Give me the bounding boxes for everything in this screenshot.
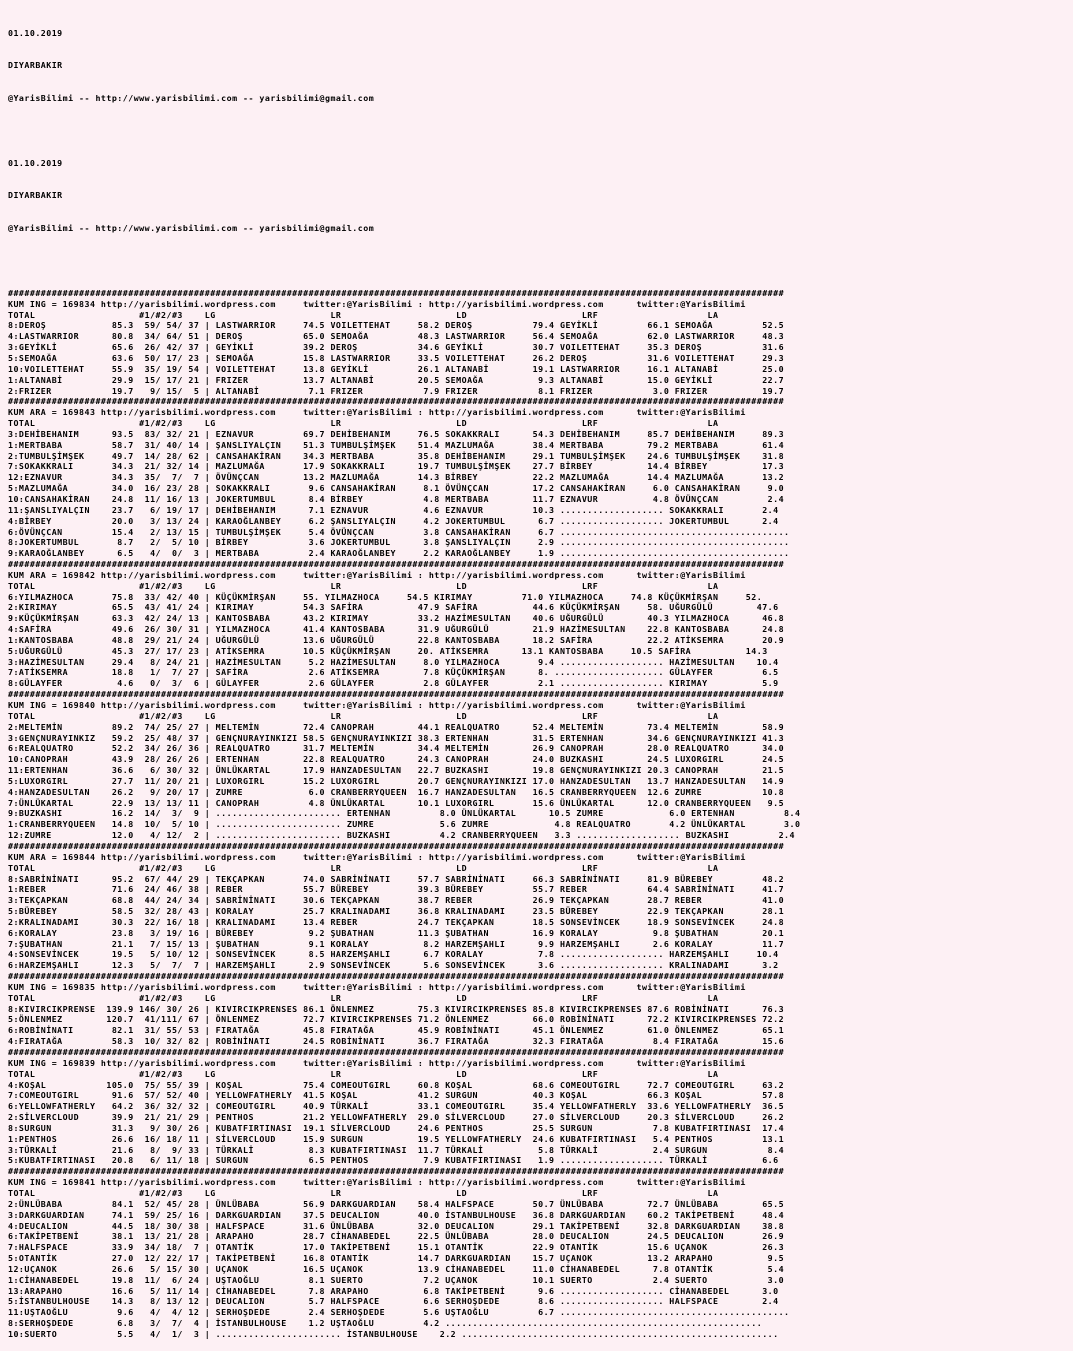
table-row: 6:HARZEMŞAHLI 12.3 5/ 7/ 7 | HARZEMŞAHLI 2.9 SONSEVİNCEK 5.6 SONSEVİNCEK 3.6 ................... KRALINADAMI 3.2: [8, 960, 779, 971]
table-row: 11:ERTENHAN 36.6 6/ 30/ 32 | ÜNLÜKARTAL 17.9 HANZADESULTAN 22.7 BUZKASHI 19.8 GENÇNURAYINKIZI 20.3 CANOPRAH 21.5: [8, 765, 785, 776]
table-row: 7:ATİKSEMRA 18.8 1/ 7/ 27 | SAFİRA 2.6 ATİKSEMRA 7.8 KÜÇÜKMİRŞAN 8. .................... GÜLAYFER 6.5: [8, 667, 779, 678]
separator-line: ##############################################################################################################################################: [8, 559, 785, 570]
separator-line: ##############################################################################################################################################: [8, 287, 785, 298]
table-row: 5:BÜREBEY 58.5 32/ 28/ 43 | KORALAY 25.7 KRALINADAMI 36.8 KRALINADAMI 23.5 BÜREBEY 22.9 TEKÇAPKAN 28.1: [8, 906, 785, 917]
table-row: 10:CANOPRAH 43.9 28/ 26/ 26 | ERTENHAN 22.8 REALQUATRO 24.3 CANOPRAH 24.0 BUZKASHI 24.5 LUXORGIRL 24.5: [8, 754, 785, 765]
table-row: 6:KORALAY 23.8 3/ 19/ 16 | BÜREBEY 9.2 ŞUBATHAN 11.3 ŞUBATHAN 16.9 KORALAY 9.8 ŞUBATHAN 20.1: [8, 927, 785, 938]
table-row: 11:ŞANSLIYALÇIN 23.7 6/ 19/ 17 | DEHİBEHANIM 7.1 EZNAVUR 4.6 EZNAVUR 10.3 ................... SOKAKKRALI 2.4: [8, 504, 779, 515]
table-row: 4:HANZADESULTAN 26.2 9/ 20/ 17 | ZUMRE 6.0 CRANBERRYQUEEN 16.7 HANZADESULTAN 16.5 CRANBERRYQUEEN 12.6 ZUMRE 10.8: [8, 786, 785, 797]
table-row: 8:SURGUN 31.3 9/ 30/ 26 | KUBATFIRTINASI 19.1 SİLVERCLOUD 24.6 PENTHOS 25.5 SURGUN 7.8 KUBATFIRTINASI 17.4: [8, 1122, 785, 1133]
race-block: [8, 971, 1073, 1047]
table-row: 9:BUZKASHI 16.2 14/ 3/ 9 | ....................... ERTENHAN 8.0 ÜNLÜKARTAL 10.5 ZUMRE 6.0 ERTENHAN 8.4: [8, 808, 801, 819]
report-date: 01.10.2019: [8, 27, 63, 38]
table-row: 6:TAKİPETBENİ 38.1 13/ 21/ 28 | ARAPAHO 28.7 CİHANABEDEL 22.5 ÜNLÜBABA 28.0 DEUCALION 24.5 DEUCALION 26.9: [8, 1231, 785, 1242]
table-row: 2:ÜNLÜBABA 84.1 52/ 45/ 28 | ÜNLÜBABA 56.9 DARKGUARDIAN 58.4 HALFSPACE 50.7 ÜNLÜBABA 72.7 ÜNLÜBABA 65.5: [8, 1198, 785, 1209]
table-row: 1:MERTBABA 58.7 31/ 40/ 14 | ŞANSLIYALÇIN 51.3 TUMBULŞİMŞEK 51.4 MAZLUMAĞA 38.4 MERTBABA 79.2 MERTBABA 61.4: [8, 439, 785, 450]
race-title: KUM ARA = 169843 http://yarisbilimi.wordpress.com twitter:@YarisBilimi : http://yarisbilimi.wordpress.com twitter:@YarisBilimi: [8, 407, 746, 418]
table-row: 9:KARAOĞLANBEY 6.5 4/ 0/ 3 | MERTBABA 2.4 KARAOĞLANBEY 2.2 KARAOĞLANBEY 1.9 ..........................................: [8, 548, 790, 559]
report-contact: @YarisBilimi -- http://www.yarisbilimi.com -- yarisbilimi@gmail.com: [8, 92, 375, 103]
table-row: 1:ALTANABİ 29.9 15/ 17/ 21 | FRIZER 13.7 ALTANABİ 20.5 SEMOAĞA 9.3 ALTANABİ 15.0 GEYİKLİ 22.7: [8, 374, 785, 385]
column-header: TOTAL #1/#2/#3 LG LR LD LRF LA: [8, 992, 719, 1003]
race-block: [8, 689, 1073, 841]
race-block: [8, 1047, 1073, 1166]
table-row: 4:BİRBEY 20.0 3/ 13/ 24 | KARAOĞLANBEY 6.2 ŞANSLIYALÇIN 4.2 JOKERTUMBUL 6.7 ................... JOKERTUMBUL 2.4: [8, 515, 779, 526]
race-title: KUM ARA = 169842 http://yarisbilimi.wordpress.com twitter:@YarisBilimi : http://yarisbilimi.wordpress.com twitter:@YarisBilimi: [8, 569, 746, 580]
table-row: 4:SONSEVİNCEK 19.5 5/ 10/ 12 | SONSEVİNCEK 8.5 HARZEMŞAHLI 6.7 KORALAY 7.8 ................... HARZEMŞAHLI 10.4: [8, 949, 779, 960]
table-row: 5:SEMOAĞA 63.6 50/ 17/ 23 | SEMOAĞA 15.8 LASTWARRIOR 33.5 VOILETTEHAT 26.2 DEROŞ 31.6 VOILETTEHAT 29.3: [8, 353, 785, 363]
race-title: KUM ING = 169839 http://yarisbilimi.wordpress.com twitter:@YarisBilimi : http://yarisbilimi.wordpress.com twitter:@YarisBilimi: [8, 1057, 746, 1068]
race-title: KUM ARA = 169844 http://yarisbilimi.wordpress.com twitter:@YarisBilimi : http://yarisbilimi.wordpress.com twitter:@YarisBilimi: [8, 851, 746, 862]
table-row: 6:YILMAZHOCA 75.8 33/ 42/ 40 | KÜÇÜKMİRŞAN 55. YILMAZHOCA 54.5 KIRIMAY 71.0 YILMAZHOCA 74.8 KÜÇÜKMİRŞAN 52.: [8, 591, 763, 602]
table-row: 4:SAFİRA 49.6 26/ 30/ 31 | YILMAZHOCA 41.4 KANTOSBABA 31.9 UĞURGÜLÜ 21.9 HAZİMESULTAN 22.8 KANTOSBABA 24.8: [8, 624, 785, 635]
race-title: KUM ING = 169835 http://yarisbilimi.wordpress.com twitter:@YarisBilimi : http://yarisbilimi.wordpress.com twitter:@YarisBilimi: [8, 981, 746, 992]
table-row: 5:LUXORGIRL 27.7 11/ 20/ 21 | LUXORGIRL 15.2 LUXORGIRL 20.7 GENÇNURAYINKIZI 17.0 HANZADESULTAN 13.7 HANZADESULTAN 14.9: [8, 775, 785, 786]
separator-line: ##############################################################################################################################################: [8, 971, 785, 982]
table-row: 6:REALQUATRO 52.2 34/ 26/ 36 | REALQUATRO 31.7 MELTEMİN 34.4 MELTEMİN 26.9 CANOPRAH 28.0 REALQUATRO 34.0: [8, 743, 785, 754]
table-row: 3:DEHİBEHANIM 93.5 83/ 32/ 21 | EZNAVUR 69.7 DEHİBEHANIM 76.5 SOKAKKRALI 54.3 DEHİBEHANIM 85.7 DEHİBEHANIM 89.3: [8, 428, 785, 439]
table-row: 3:DARKGUARDIAN 74.1 59/ 25/ 16 | DARKGUARDIAN 37.5 DEUCALION 40.0 İSTANBULHOUSE 36.8 DARKGUARDIAN 60.2 TAKİPETBENİ 48.4: [8, 1209, 785, 1220]
separator-line: ##############################################################################################################################################: [8, 396, 785, 407]
table-row: 6:ÖVÜNÇCAN 15.4 2/ 13/ 15 | TUMBULŞİMŞEK 5.4 ÖVÜNÇCAN 3.8 CANSAHAKİRAN 6.7 ..........................................: [8, 526, 790, 537]
column-header: TOTAL #1/#2/#3 LG LR LD LRF LA: [8, 418, 719, 429]
table-row: 10:SUERTO 5.5 4/ 1/ 3 | ....................... İSTANBULHOUSE 2.2 ..........................................................: [8, 1328, 779, 1339]
table-row: 3:HAZİMESULTAN 29.4 8/ 24/ 21 | HAZİMESULTAN 5.2 HAZİMESULTAN 8.0 YILMAZHOCA 9.4 ................... HAZİMESULTAN 10.4: [8, 656, 779, 667]
race-block: [8, 841, 1073, 971]
table-row: 8:SERHOŞDEDE 6.8 3/ 7/ 4 | İSTANBULHOUSE 1.2 UŞTAOĞLU 4.2 ..........................................................: [8, 1318, 763, 1329]
table-row: 7:COMEOUTGIRL 91.6 57/ 52/ 40 | YELLOWFATHERLY 41.5 KOŞAL 41.2 SURGUN 40.3 KOŞAL 66.3 KOŞAL 57.8: [8, 1090, 785, 1101]
table-row: 2:TUMBULŞİMŞEK 49.7 14/ 28/ 62 | CANSAHAKİRAN 34.3 MERTBABA 35.8 DEHİBEHANIM 29.1 TUMBULŞİMŞEK 24.6 TUMBULŞİMŞEK 31.8: [8, 450, 785, 461]
race-block: [8, 396, 1073, 559]
table-row: 12:EZNAVUR 34.3 35/ 7/ 7 | ÖVÜNÇCAN 13.2 MAZLUMAĞA 14.3 BİRBEY 22.2 MAZLUMAĞA 14.4 MAZLUMAĞA 13.2: [8, 472, 785, 483]
table-row: 7:ŞUBATHAN 21.1 7/ 15/ 13 | ŞUBATHAN 9.1 KORALAY 8.2 HARZEMŞAHLI 9.9 HARZEMŞAHLI 2.6 KORALAY 11.7: [8, 938, 785, 949]
table-row: 5:İSTANBULHOUSE 14.3 8/ 13/ 12 | DEUCALION 5.7 HALFSPACE 6.6 SERHOŞDEDE 8.6 ................... HALFSPACE 2.4: [8, 1296, 779, 1307]
table-row: 2:MELTEMİN 89.2 74/ 25/ 27 | MELTEMİN 72.4 CANOPRAH 44.1 REALQUATRO 52.4 MELTEMİN 73.4 MELTEMİN 58.9: [8, 721, 785, 732]
table-row: 1:KANTOSBABA 48.8 29/ 21/ 24 | UĞURGÜLÜ 13.6 UĞURGÜLÜ 22.8 KANTOSBABA 18.2 SAFİRA 22.2 ATİKSEMRA 20.9: [8, 634, 785, 645]
table-row: 2:KRALINADAMI 30.3 22/ 16/ 18 | KRALINADAMI 13.4 REBER 24.7 TEKÇAPKAN 18.5 SONSEVİNCEK 18.9 SONSEVİNCEK 24.8: [8, 916, 785, 927]
column-header: TOTAL #1/#2/#3 LG LR LD LRF LA: [8, 309, 719, 320]
report-date-repeat: 01.10.2019: [8, 157, 63, 168]
table-row: 3:TÜRKALİ 21.6 8/ 9/ 33 | TÜRKALİ 8.3 KUBATFIRTINASI 11.7 TÜRKALİ 5.8 TÜRKALİ 2.4 SURGUN 8.4: [8, 1144, 785, 1155]
race-list: [8, 288, 1073, 1340]
table-row: 13:ARAPAHO 16.6 5/ 11/ 14 | CİHANABEDEL 7.8 ARAPAHO 6.8 TAKİPETBENİ 9.6 ................... CİHANABEDEL 3.0: [8, 1285, 779, 1296]
table-row: 8:GÜLAYFER 4.6 0/ 3/ 6 | GÜLAYFER 2.6 GÜLAYFER 2.8 GÜLAYFER 2.1 ................... KIRIMAY 5.9: [8, 678, 779, 689]
column-header: TOTAL #1/#2/#3 LG LR LD LRF LA: [8, 862, 719, 873]
table-row: 1:CRANBERRYQUEEN 14.8 10/ 5/ 10 | ....................... ZUMRE 5.6 ZUMRE 4.8 REALQUATRO 4.2 ÜNLÜKARTAL 3.0: [8, 819, 801, 830]
column-header: TOTAL #1/#2/#3 LG LR LD LRF LA: [8, 1068, 719, 1079]
table-row: 8:DEROŞ 85.3 59/ 54/ 37 | LASTWARRIOR 74.5 VOILETTEHAT 58.2 DEROŞ 79.4 GEYİKLİ 66.1 SEMOAĞA 52.5: [8, 320, 785, 331]
separator-line: ##############################################################################################################################################: [8, 1166, 785, 1177]
table-row: 9:KÜÇÜKMİRŞAN 63.3 42/ 24/ 13 | KANTOSBABA 43.2 KIRIMAY 33.2 HAZİMESULTAN 40.6 UĞURGÜLÜ 40.3 YILMAZHOCA 46.8: [8, 613, 785, 624]
table-row: 7:HALFSPACE 33.9 34/ 18/ 7 | OTANTİK 17.0 TAKİPETBENİ 15.1 OTANTİK 22.9 OTANTİK 15.6 UÇANOK 26.3: [8, 1242, 785, 1253]
table-row: 12:ZUMRE 12.0 4/ 12/ 2 | ....................... BUZKASHI 4.2 CRANBERRYQUEEN 3.3 ................... BUZKASHI 2.4: [8, 830, 795, 841]
table-row: 5:UĞURGÜLÜ 45.3 27/ 17/ 23 | ATİKSEMRA 10.5 KÜÇÜKMİRŞAN 20. ATİKSEMRA 13.1 KANTOSBABA 10.5 SAFİRA 14.3: [8, 645, 768, 656]
column-header: TOTAL #1/#2/#3 LG LR LD LRF LA: [8, 580, 719, 591]
table-row: 8:JOKERTUMBUL 8.7 2/ 5/ 10 | BİRBEY 3.6 JOKERTUMBUL 3.8 ŞANSLIYALÇIN 2.9 ..........................................: [8, 537, 790, 548]
race-block: [8, 559, 1073, 689]
column-header: TOTAL #1/#2/#3 LG LR LD LRF LA: [8, 710, 719, 721]
table-row: 4:DEUCALION 44.5 18/ 30/ 38 | HALFSPACE 31.6 ÜNLÜBABA 32.0 DEUCALION 29.1 TAKİPETBENİ 32.8 DARKGUARDIAN 38.8: [8, 1220, 785, 1231]
table-row: 7:ÜNLÜKARTAL 22.9 13/ 13/ 11 | CANOPRAH 4.8 ÜNLÜKARTAL 10.1 LUXORGIRL 15.6 ÜNLÜKARTAL 12.0 CRANBERRYQUEEN 9.5: [8, 797, 785, 808]
table-row: 1:CİHANABEDEL 19.8 11/ 6/ 24 | UŞTAOĞLU 8.1 SUERTO 7.2 UÇANOK 10.1 SUERTO 2.4 SUERTO 3.0: [8, 1274, 785, 1285]
table-row: 3:TEKÇAPKAN 68.8 44/ 24/ 34 | SABRİNİNATI 30.6 TEKÇAPKAN 38.7 REBER 26.9 TEKÇAPKAN 28.7 REBER 41.0: [8, 895, 785, 906]
race-block: [8, 1166, 1073, 1340]
separator-line: ##############################################################################################################################################: [8, 689, 785, 700]
race-block: [8, 288, 1073, 396]
table-row: 1:PENTHOS 26.6 16/ 18/ 11 | SİLVERCLOUD 15.9 SURGUN 19.5 YELLOWFATHERLY 24.6 KUBATFIRTINASI 5.4 PENTHOS 13.1: [8, 1133, 785, 1144]
table-row: 8:KIVIRCIKPRENSE 139.9 146/ 30/ 26 | KIVIRCIKPRENSES 86.1 ÖNLENMEZ 75.3 KIVIRCIKPRENSES 85.8 KIVIRCIKPRENSES 87.6 ROBİNİNATI 76.3: [8, 1003, 785, 1014]
report-contact-repeat: @YarisBilimi -- http://www.yarisbilimi.com -- yarisbilimi@gmail.com: [8, 222, 375, 233]
table-row: 10:VOILETTEHAT 55.9 35/ 19/ 54 | VOILETTEHAT 13.8 GEYİKLİ 26.1 ALTANABİ 19.1 LASTWARRIOR 16.1 ALTANABİ 25.0: [8, 363, 785, 374]
separator-line: ##############################################################################################################################################: [8, 1047, 785, 1057]
race-title: KUM ING = 169834 http://yarisbilimi.wordpress.com twitter:@YarisBilimi : http://yarisbilimi.wordpress.com twitter:@YarisBilimi: [8, 298, 746, 309]
table-row: 3:GENÇNURAYINKIZ 59.2 25/ 48/ 37 | GENÇNURAYINKIZI 58.5 GENÇNURAYINKIZI 38.3 ERTENHAN 31.5 ERTENHAN 34.6 GENÇNURAYINKIZI 41.3: [8, 732, 785, 743]
table-row: 3:GEYİKLİ 65.6 26/ 42/ 37 | GEYİKLİ 39.2 DEROŞ 34.6 GEYİKLİ 30.7 VOILETTEHAT 35.3 DEROŞ 31.6: [8, 342, 785, 353]
table-row: 5:KUBATFIRTINASI 20.8 6/ 11/ 18 | SURGUN 6.5 PENTHOS 7.9 KUBATFIRTINASI 1.9 ................... TÜRKALİ 6.6: [8, 1155, 779, 1166]
report-city-repeat: DIYARBAKIR: [8, 190, 63, 201]
table-row: 10:CANSAHAKİRAN 24.8 11/ 16/ 13 | JOKERTUMBUL 8.4 BİRBEY 4.8 MERTBABA 11.7 EZNAVUR 4.8 ÖVÜNÇCAN 2.4: [8, 493, 785, 504]
table-row: 5:OTANTİK 27.0 12/ 22/ 17 | TAKİPETBENİ 16.8 OTANTİK 14.7 DARKGUARDIAN 15.7 UÇANOK 13.2 ARAPAHO 9.5: [8, 1253, 785, 1264]
table-row: 11:UŞTAOĞLU 9.6 4/ 4/ 12 | SERHOŞDEDE 2.4 SERHOŞDEDE 5.6 UŞTAOĞLU 6.7 ..........................................: [8, 1307, 790, 1318]
table-row: 2:SİLVERCLOUD 39.9 21/ 21/ 29 | PENTHOS 21.2 YELLOWFATHERLY 29.0 SİLVERCLOUD 27.0 SİLVERCLOUD 20.3 SİLVERCLOUD 26.2: [8, 1112, 785, 1123]
table-row: 2:FRIZER 19.7 9/ 15/ 5 | ALTANABİ 7.1 FRIZER 7.9 FRIZER 8.1 FRIZER 3.0 FRIZER 19.7: [8, 385, 785, 396]
table-row: 5:MAZLUMAĞA 34.0 16/ 23/ 28 | SOKAKKRALI 9.6 CANSAHAKİRAN 8.1 ÖVÜNÇCAN 17.2 CANSAHAKİRAN 6.0 CANSAHAKİRAN 9.0: [8, 483, 785, 494]
table-row: 8:SABRİNİNATI 95.2 67/ 44/ 29 | TEKÇAPKAN 74.0 SABRİNİNATI 57.7 SABRİNİNATI 66.3 SABRİNİNATI 81.9 BÜREBEY 48.2: [8, 873, 785, 884]
table-row: 1:REBER 71.6 24/ 46/ 38 | REBER 55.7 BÜREBEY 39.3 BÜREBEY 55.7 REBER 64.4 SABRİNİNATI 41.7: [8, 884, 785, 895]
table-row: 12:UÇANOK 26.6 5/ 15/ 30 | UÇANOK 16.5 UÇANOK 13.9 CİHANABEDEL 11.0 CİHANABEDEL 7.8 OTANTİK 5.4: [8, 1263, 785, 1274]
table-row: 5:ÖNLENMEZ 120.7 41/111/ 67 | ÖNLENMEZ 72.7 KIVIRCIKPRENSES 71.2 ÖNLENMEZ 66.0 ROBİNİNATI 72.2 KIVIRCIKPRENSES 72.2: [8, 1014, 785, 1025]
spacer: [8, 125, 1073, 136]
column-header: TOTAL #1/#2/#3 LG LR LD LRF LA: [8, 1187, 719, 1198]
race-title: KUM ING = 169840 http://yarisbilimi.wordpress.com twitter:@YarisBilimi : http://yarisbilimi.wordpress.com twitter:@YarisBilimi: [8, 700, 746, 710]
spacer: [8, 255, 1073, 266]
table-row: 4:KOŞAL 105.0 75/ 55/ 39 | KOŞAL 75.4 COMEOUTGIRL 60.8 KOŞAL 68.6 COMEOUTGIRL 72.7 COMEOUTGIRL 63.2: [8, 1079, 785, 1090]
table-row: 2:KIRIMAY 65.5 43/ 41/ 24 | KIRIMAY 54.3 SAFİRA 47.9 SAFİRA 44.6 KÜÇÜKMİRŞAN 58. UĞURGÜLÜ 47.6: [8, 602, 779, 613]
separator-line: ##############################################################################################################################################: [8, 840, 785, 851]
table-row: 4:LASTWARRIOR 80.8 34/ 64/ 51 | DEROŞ 65.0 SEMOAĞA 48.3 LASTWARRIOR 56.4 SEMOAĞA 62.0 LASTWARRIOR 48.3: [8, 331, 785, 342]
table-row: 4:FIRATAĞA 58.3 10/ 32/ 82 | ROBİNİNATI 24.5 ROBİNİNATI 36.7 FIRATAĞA 32.3 FIRATAĞA 8.4 FIRATAĞA 15.6: [8, 1036, 785, 1047]
table-row: 6:ROBİNİNATI 82.1 31/ 55/ 53 | FIRATAĞA 45.8 FIRATAĞA 45.9 ROBİNİNATI 45.1 ÖNLENMEZ 61.0 ÖNLENMEZ 65.1: [8, 1025, 785, 1036]
race-title: KUM ING = 169841 http://yarisbilimi.wordpress.com twitter:@YarisBilimi : http://yarisbilimi.wordpress.com twitter:@YarisBilimi: [8, 1177, 746, 1188]
report-city: DIYARBAKIR: [8, 60, 63, 71]
table-row: 7:SOKAKKRALI 34.3 21/ 32/ 14 | MAZLUMAĞA 17.9 SOKAKKRALI 19.7 TUMBULŞİMŞEK 27.7 BİRBEY 14.4 BİRBEY 17.3: [8, 461, 785, 472]
table-row: 6:YELLOWFATHERLY 64.2 36/ 32/ 32 | COMEOUTGIRL 40.9 TÜRKALİ 33.1 COMEOUTGIRL 35.4 YELLOWFATHERLY 33.6 YELLOWFATHERLY 36.5: [8, 1101, 785, 1112]
